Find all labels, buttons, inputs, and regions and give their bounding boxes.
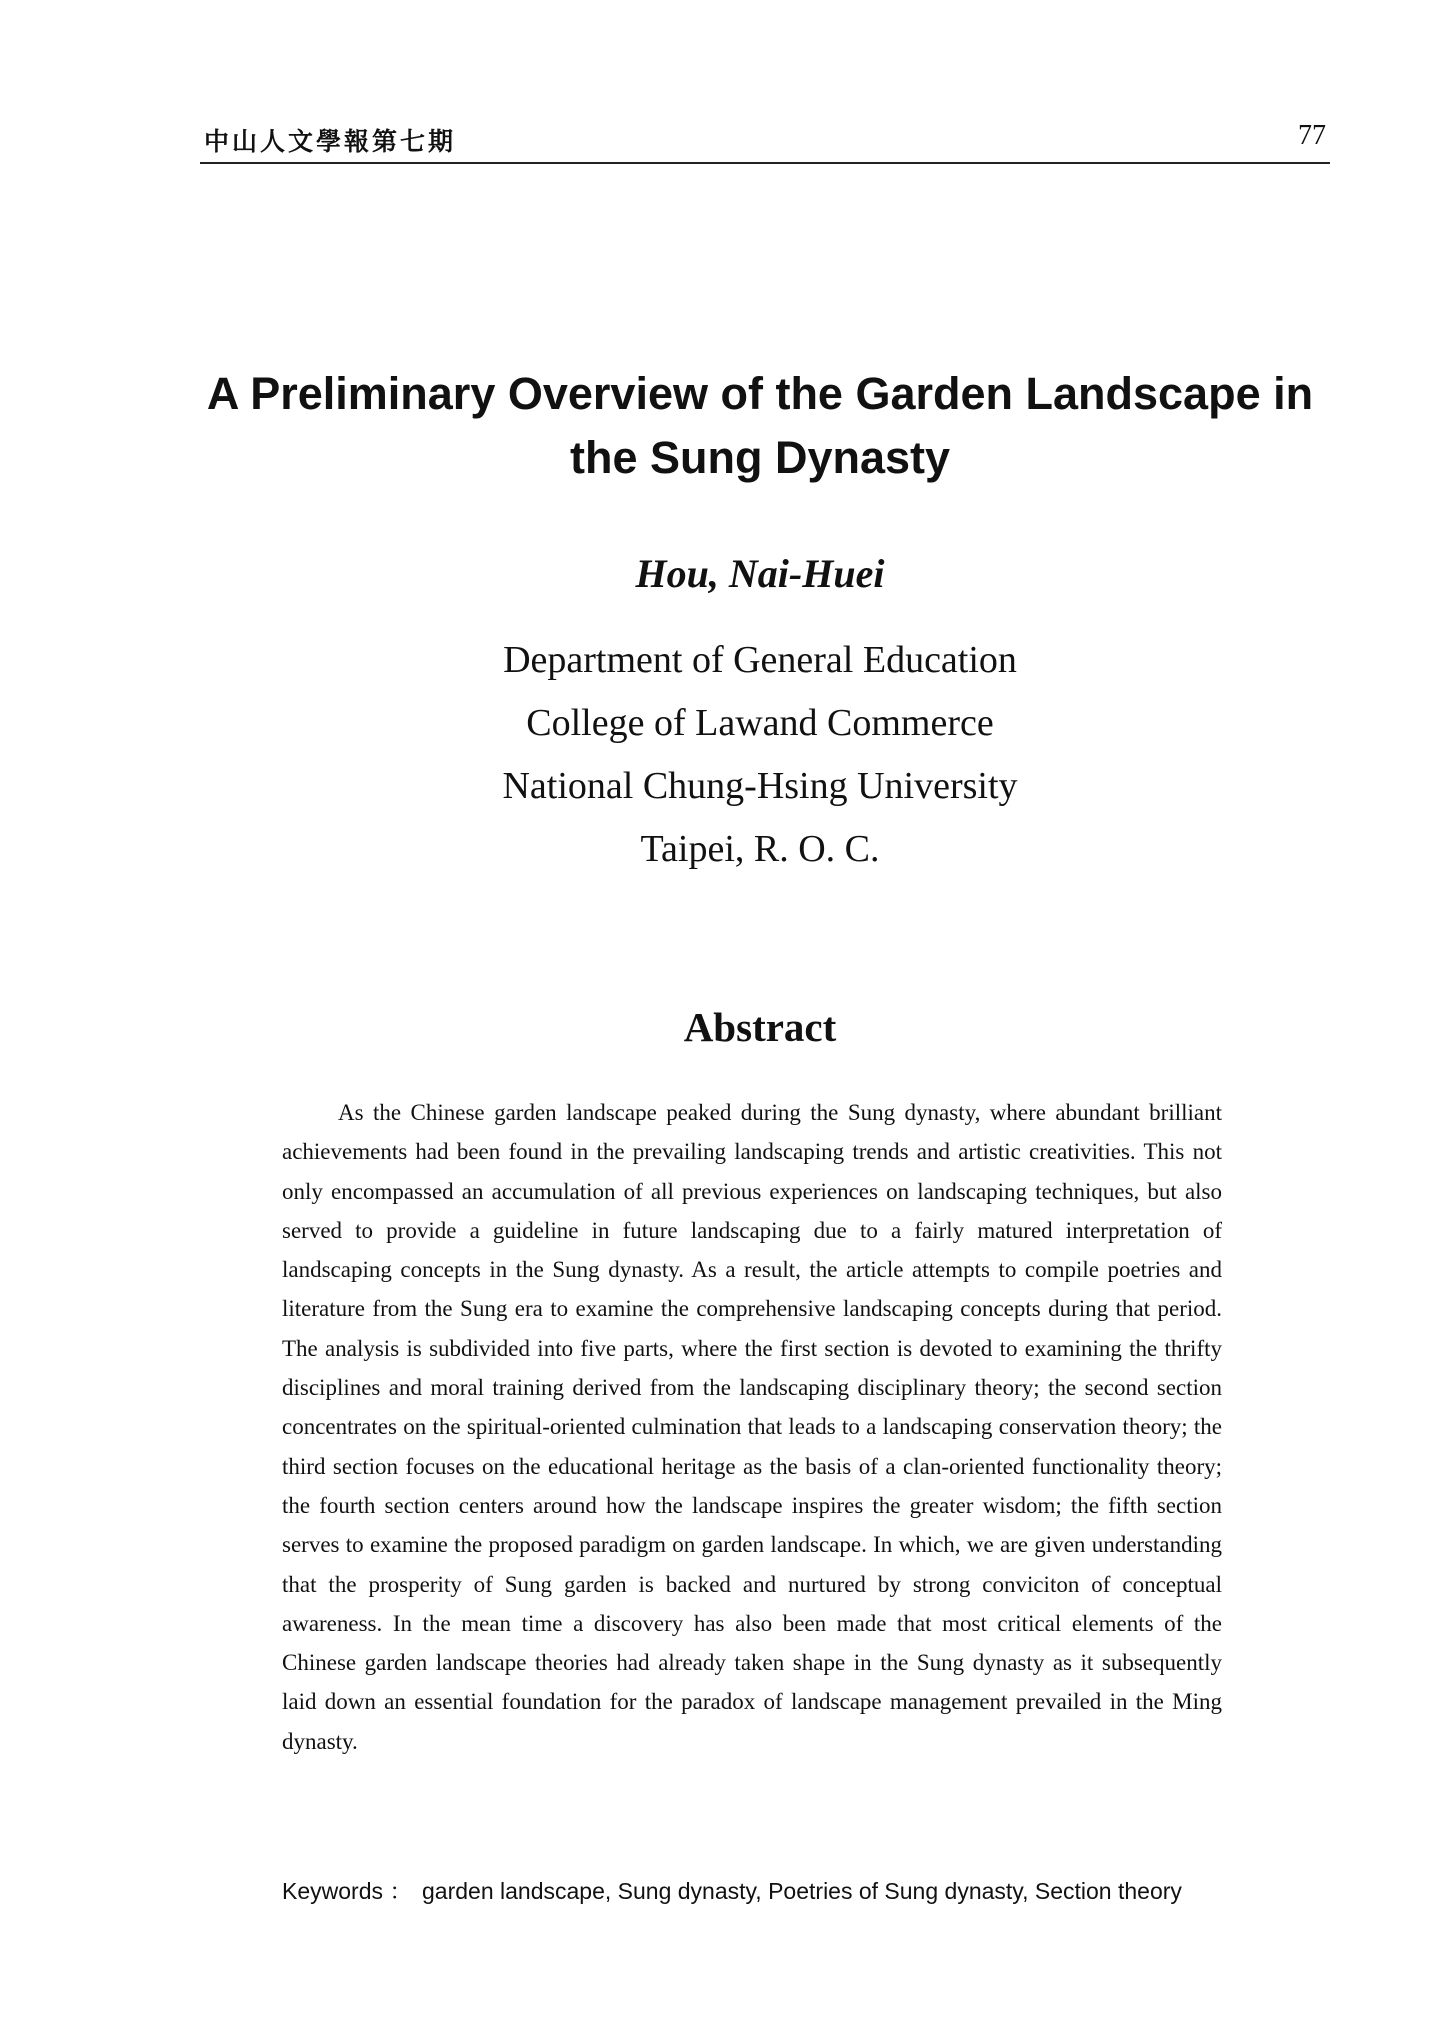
author-name: Hou, Nai-Huei (635, 551, 885, 596)
abstract-text: As the Chinese garden landscape peaked during the Sung dynasty, where abundant brilliant achievements had been found in the prevailing landscaping trends and artistic creativities. This not only encompassed an accumulation of all previous experiences on landscaping techniques, but also served to provide a guideline in future landscaping due to a fairly matured interpretation of landscaping concepts in the Sung dynasty. As a result, the article attempts to compile poetries and literature from the Sung era to examine the comprehensive landscaping concepts during that period. The analysis is subdivided into five parts, where the first section is devoted to examining the thrifty disciplines and moral training derived from the landscaping disciplinary theory; the second section concentrates on the spiritual-oriented culmination that leads to a landscaping conservation theory; the third section focuses on the educational heritage as the basis of a clan-oriented functionality theory; the fourth section centers around how the landscape inspires the greater wisdom; the fifth section serves to examine the proposed paradigm on garden landscape. In which, we are given understanding that the prosperity of Sung garden is backed and nurtured by strong conviciton of conceptual awareness. In the mean time a discovery has also been made that most critical elements of the Chinese garden landscape theories had already taken shape in the Sung dynasty as it subsequently laid down an essential foundation for the paradox of landscape management prevailed in the Ming dynasty. (282, 1100, 1222, 1754)
keywords (282, 1872, 1222, 1910)
keywords-text: garden landscape, Sung dynasty, Poetries of Sung dynasty, Section theory (422, 1878, 1182, 1904)
affiliation-department: Department of General Education (503, 639, 1017, 681)
paper-title (180, 362, 1340, 490)
affiliation-college: College of Lawand Commerce (526, 702, 994, 744)
running-header (200, 118, 1330, 164)
page-number: 77 (1298, 120, 1326, 151)
abstract-heading: Abstract (683, 1004, 837, 1050)
affiliation-university: National Chung-Hsing University (502, 765, 1018, 807)
paper-title-line-1: A Preliminary Overview of the Garden Landscape in (206, 368, 1314, 419)
paper-title-line-2: the Sung Dynasty (569, 432, 951, 483)
affiliation-location: Taipei, R. O. C. (640, 828, 880, 870)
keywords-label: Keywords ： (282, 1878, 413, 1904)
journal-name: 中山人文學報第七期 (204, 129, 457, 156)
